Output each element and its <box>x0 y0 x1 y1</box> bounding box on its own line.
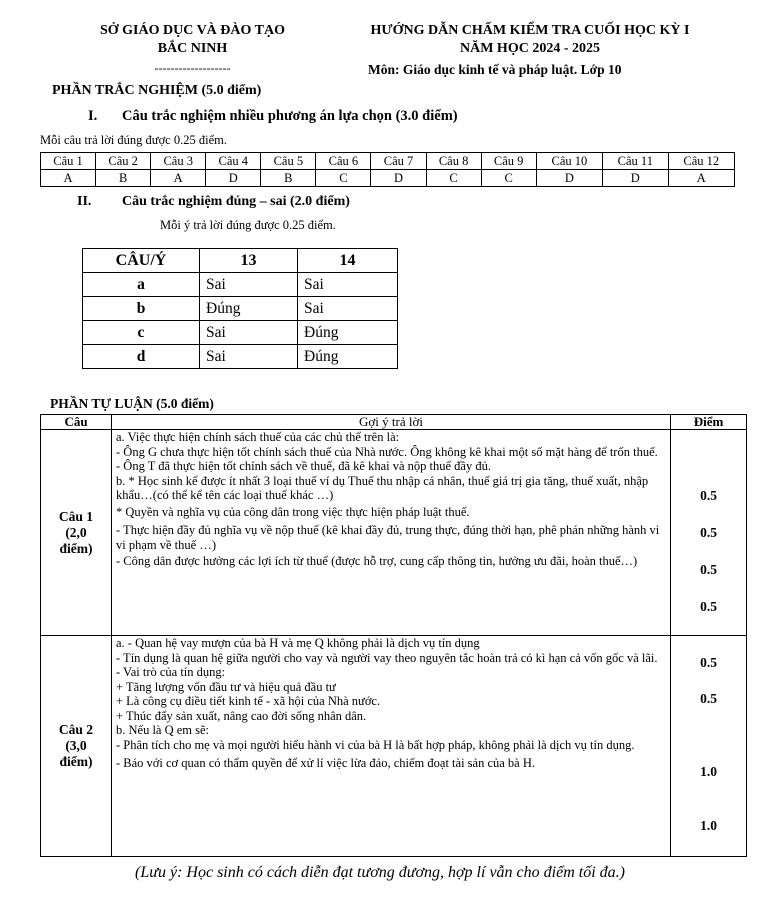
mcq-answer-cell: A <box>151 170 206 187</box>
section2-title: Câu trắc nghiệm đúng – sai (2.0 điểm) <box>122 194 350 209</box>
tf-answer-13: Sai <box>200 273 298 297</box>
q1-line: a. Việc thực hiện chính sách thuế của các chủ thể trên là: <box>116 430 400 444</box>
mcq-question-cell: Câu 7 <box>371 153 426 170</box>
mcq-answer-cell: C <box>481 170 536 187</box>
section1-title: Câu trắc nghiệm nhiều phương án lựa chọn (3.0 điểm) <box>122 108 458 124</box>
tf-answer-14: Đúng <box>298 321 398 345</box>
q1-label <box>41 430 112 636</box>
q1-label-line-3: điểm) <box>59 540 93 556</box>
mcq-answer-row <box>41 170 735 187</box>
mcq-question-cell: Câu 9 <box>481 153 536 170</box>
q1-point: 0.5 <box>700 525 717 540</box>
mcq-answer-cell: C <box>316 170 371 187</box>
mcq-answer-cell: D <box>603 170 669 187</box>
essay-guide-table <box>40 414 747 857</box>
header-dashes: ------------------- <box>154 61 231 75</box>
q1-point: 0.5 <box>700 562 717 577</box>
part2-title: PHẦN TỰ LUẬN (5.0 điểm) <box>50 396 214 411</box>
footnote: (Lưu ý: Học sinh có cách diễn đạt tương đương, hợp lí vẫn cho điểm tối đa.) <box>135 864 625 881</box>
mcq-answer-table <box>40 152 735 187</box>
mcq-answer-cell: D <box>536 170 602 187</box>
q1-label-line-1: Câu 1 <box>58 508 94 524</box>
department-name <box>60 22 325 74</box>
mcq-question-cell: Câu 12 <box>668 153 734 170</box>
tf-row <box>83 273 398 297</box>
subject-line: Môn: Giáo dục kinh tế và pháp luật. Lớp 10 <box>368 62 622 77</box>
q2-point: 0.5 <box>700 691 717 706</box>
essay-header-hint: Gợi ý trả lời <box>112 415 671 430</box>
q1-point: 0.5 <box>700 488 717 503</box>
q2-line: b. Nếu là Q em sẽ: <box>116 723 210 737</box>
q1-line: - Thực hiện đầy đủ nghĩa vụ về nộp thuế (kê khai đầy đủ, trung thực, đúng thời hạn, phê phán những hành vi vi phạm về thuế …) <box>116 523 660 552</box>
tf-answer-13: Sai <box>200 345 298 369</box>
essay-row-q1 <box>41 430 747 636</box>
section2-number: II. <box>77 194 92 209</box>
department-line-1: SỞ GIÁO DỤC VÀ ĐÀO TẠO <box>99 23 285 38</box>
q1-label-line-2: (2,0 <box>65 524 87 540</box>
q2-line: + Là công cụ điều tiết kinh tế - xã hội của Nhà nước. <box>116 694 381 708</box>
mcq-answer-cell: B <box>261 170 316 187</box>
q2-line: - Báo với cơ quan có thẩm quyền để xử lí việc lừa đảo, chiếm đoạt tài sản của bà H. <box>116 756 536 770</box>
tf-header-13: 13 <box>200 249 298 273</box>
q1-line: * Quyền và nghĩa vụ của công dân trong việc thực hiện pháp luật thuế. <box>116 504 470 519</box>
q1-line: - Ông T đã thực hiện tốt chính sách về thuế, đã kê khai và nộp thuế đầy đủ. <box>116 459 491 473</box>
title-line-2: NĂM HỌC 2024 - 2025 <box>460 41 600 56</box>
q2-hint <box>112 636 671 857</box>
q2-line: - Phân tích cho mẹ và mọi người hiểu hành vi của bà H là bất hợp pháp, không phải là dịch vụ tín dụng. <box>116 737 635 752</box>
mcq-question-row <box>41 153 735 170</box>
q2-line: - Tín dụng là quan hệ giữa người cho vay và người vay theo nguyên tắc hoàn trả có kì hạn cả vốn gốc và lãi. <box>116 650 658 665</box>
tf-item-key: a <box>83 273 200 297</box>
q2-line: - Vai trò của tín dụng: <box>116 665 226 679</box>
section2-note: Mỗi ý trả lời đúng được 0.25 điểm. <box>160 218 336 232</box>
mcq-answer-cell: D <box>371 170 426 187</box>
q1-line: b. * Học sinh kể được ít nhất 3 loại thuế ví dụ Thuế thu nhập cá nhân, thuế giá trị gia tăng, thuế xuất, nhập khẩu…(có thể kể tên các loại thuế khác …) <box>116 473 649 502</box>
document-title <box>330 22 730 58</box>
mcq-question-cell: Câu 10 <box>536 153 602 170</box>
part1-title: PHẦN TRẮC NGHIỆM (5.0 điểm) <box>52 83 262 98</box>
q1-points <box>671 430 747 636</box>
section1-number: I. <box>88 108 98 124</box>
tf-answer-14: Sai <box>298 297 398 321</box>
q2-point: 1.0 <box>700 764 717 779</box>
q1-line: - Công dân được hưởng các lợi ích từ thuế (được hỗ trợ, cung cấp thông tin, hưởng ưu đãi, hoàn thuế…) <box>116 554 638 568</box>
true-false-table <box>82 248 398 369</box>
tf-item-key: b <box>83 297 200 321</box>
q2-label-line-3: điểm) <box>59 754 93 769</box>
mcq-answer-cell: B <box>96 170 151 187</box>
tf-answer-14: Đúng <box>298 345 398 369</box>
tf-answer-13: Đúng <box>200 297 298 321</box>
q1-line: - Ông G chưa thực hiện tốt chính sách thuế của Nhà nước. Ông không kê khai một số mặt hàng để trốn thuế. <box>116 444 658 459</box>
q1-hint <box>112 430 671 636</box>
q2-line: + Tăng lượng vốn đầu tư và hiệu quả đầu tư <box>116 679 336 694</box>
mcq-question-cell: Câu 4 <box>206 153 261 170</box>
q2-line: a. - Quan hệ vay mượn của bà H và mẹ Q không phải là dịch vụ tín dụng <box>116 636 480 650</box>
tf-row <box>83 345 398 369</box>
q2-label-line-1: Câu 2 <box>58 722 94 737</box>
mcq-question-cell: Câu 8 <box>426 153 481 170</box>
mcq-answer-cell: A <box>668 170 734 187</box>
mcq-answer-cell: A <box>41 170 96 187</box>
mcq-question-cell: Câu 6 <box>316 153 371 170</box>
q2-line: + Thúc đẩy sản xuất, nâng cao đời sống nhân dân. <box>116 708 367 723</box>
tf-answer-14: Sai <box>298 273 398 297</box>
mcq-question-cell: Câu 5 <box>261 153 316 170</box>
q2-point: 1.0 <box>700 818 717 833</box>
mcq-answer-cell: C <box>426 170 481 187</box>
q1-point: 0.5 <box>700 599 717 614</box>
tf-header-question: CÂU/Ý <box>83 249 200 273</box>
tf-item-key: c <box>83 321 200 345</box>
tf-header-row <box>83 249 398 273</box>
q2-point: 0.5 <box>700 655 717 670</box>
mcq-question-cell: Câu 2 <box>96 153 151 170</box>
q2-points <box>671 636 747 857</box>
essay-header-points: Điểm <box>671 415 747 430</box>
tf-answer-13: Sai <box>200 321 298 345</box>
q2-label-line-2: (3,0 <box>65 738 87 753</box>
tf-item-key: d <box>83 345 200 369</box>
essay-row-q2 <box>41 636 747 857</box>
title-line-1: HƯỚNG DẪN CHẤM KIỂM TRA CUỐI HỌC KỲ I <box>370 23 690 38</box>
mcq-question-cell: Câu 1 <box>41 153 96 170</box>
tf-header-14: 14 <box>298 249 398 273</box>
tf-row <box>83 297 398 321</box>
essay-header-question: Câu <box>41 415 112 430</box>
department-line-2: BẮC NINH <box>157 41 228 56</box>
mcq-question-cell: Câu 11 <box>603 153 669 170</box>
mcq-question-cell: Câu 3 <box>151 153 206 170</box>
section1-note: Mỗi câu trả lời đúng được 0.25 điểm. <box>40 133 227 147</box>
essay-header-row <box>41 415 747 430</box>
q2-label <box>41 636 112 857</box>
tf-row <box>83 321 398 345</box>
mcq-answer-cell: D <box>206 170 261 187</box>
